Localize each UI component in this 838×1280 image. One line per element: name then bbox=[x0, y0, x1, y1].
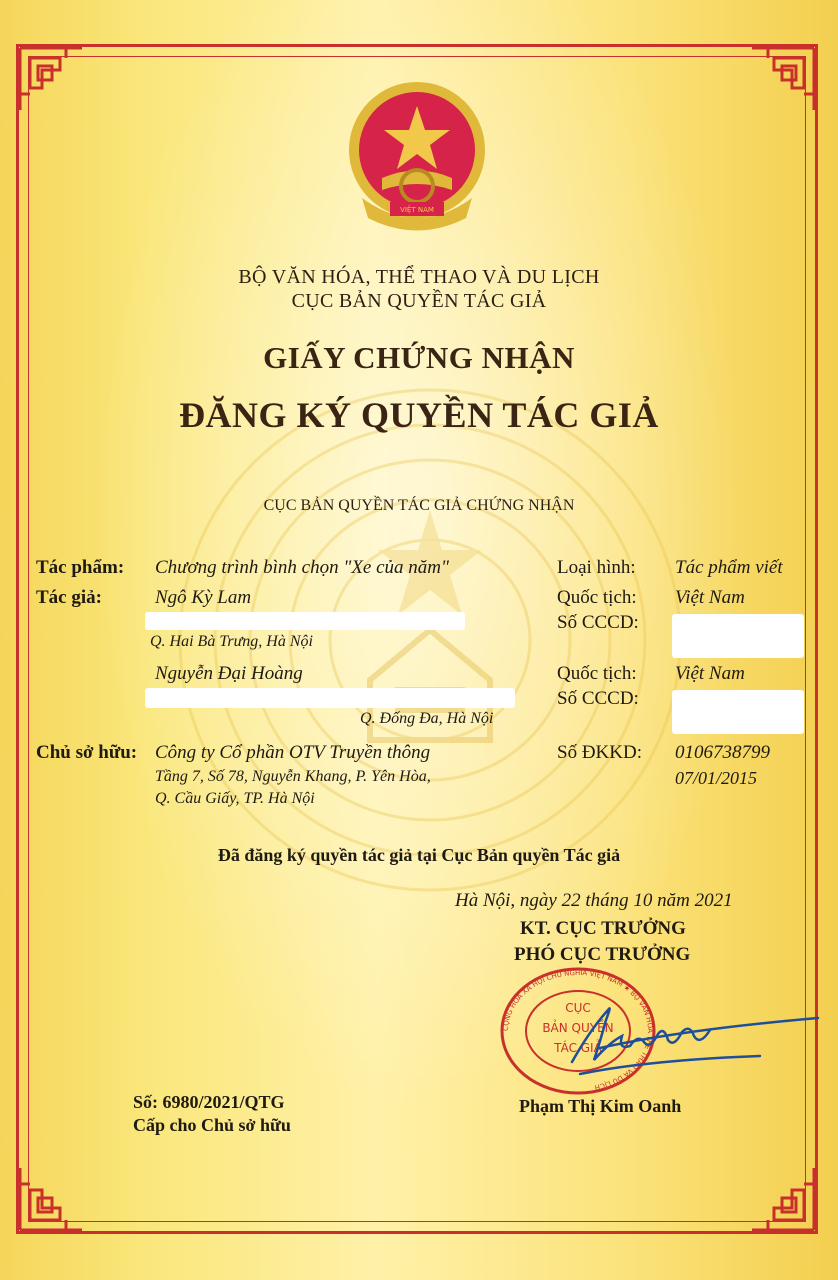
registration-statement: Đã đăng ký quyền tác giả tại Cục Bản quyền Tác giả bbox=[217, 845, 621, 865]
redaction-box bbox=[672, 690, 804, 734]
nationality-value: Việt Nam bbox=[675, 587, 745, 608]
owner-label: Chủ sở hữu: bbox=[36, 742, 138, 763]
author-address: Q. Đống Đa, Hà Nội bbox=[360, 710, 494, 727]
handwritten-signature bbox=[560, 990, 828, 1080]
on-behalf-title: KT. CỤC TRƯỞNG bbox=[520, 918, 686, 939]
owner-address-line1: Tầng 7, Số 78, Nguyễn Khang, P. Yên Hòa, bbox=[155, 768, 431, 785]
redaction-box bbox=[672, 614, 804, 658]
business-reg-date: 07/01/2015 bbox=[675, 768, 758, 788]
emblem-ribbon-text: VIỆT NAM bbox=[400, 206, 434, 214]
corner-ornament-icon bbox=[748, 44, 818, 114]
business-reg-number: 0106738799 bbox=[675, 742, 770, 763]
work-type-label: Loại hình: bbox=[557, 557, 636, 578]
seal-text: BẢN QUYỀN bbox=[542, 1021, 614, 1035]
nationality-value: Việt Nam bbox=[675, 663, 745, 684]
certificate-subtitle: ĐĂNG KÝ QUYỀN TÁC GIẢ bbox=[179, 395, 659, 435]
seal-text: TÁC GIẢ bbox=[554, 1041, 602, 1055]
work-title: Chương trình bình chọn "Xe của năm" bbox=[155, 557, 449, 578]
ministry-name: BỘ VĂN HÓA, THỂ THAO VÀ DU LỊCH bbox=[238, 266, 600, 288]
id-number-label: Số CCCD: bbox=[557, 612, 639, 633]
certificate-title: GIẤY CHỨNG NHẬN bbox=[263, 340, 575, 375]
work-type-value: Tác phẩm viết bbox=[675, 557, 783, 578]
owner-name: Công ty Cổ phần OTV Truyền thông bbox=[155, 742, 431, 763]
signer-name: Phạm Thị Kim Oanh bbox=[519, 1096, 682, 1116]
redaction-box bbox=[145, 612, 465, 630]
work-label: Tác phẩm: bbox=[36, 557, 125, 578]
nationality-label: Quốc tịch: bbox=[557, 587, 637, 608]
corner-ornament-icon bbox=[16, 1164, 86, 1234]
issued-to: Cấp cho Chủ sở hữu bbox=[133, 1115, 291, 1135]
seal-ring-text: CỘNG HÒA XÃ HỘI CHỦ NGHĨA VIỆT NAM ★ BỘ VĂN HÓA THỂ THAO VÀ DU LỊCH bbox=[501, 968, 655, 1092]
id-number-label: Số CCCD: bbox=[557, 688, 639, 709]
author-address: Q. Hai Bà Trưng, Hà Nội bbox=[150, 633, 313, 650]
department-name: CỤC BẢN QUYỀN TÁC GIẢ bbox=[291, 290, 547, 312]
business-reg-label: Số ĐKKD: bbox=[557, 742, 642, 763]
issue-place-date: Hà Nội, ngày 22 tháng 10 năm 2021 bbox=[455, 890, 733, 911]
deputy-director-title: PHÓ CỤC TRƯỞNG bbox=[514, 944, 691, 965]
certifies-statement: CỤC BẢN QUYỀN TÁC GIẢ CHỨNG NHẬN bbox=[263, 497, 575, 514]
redaction-box bbox=[145, 688, 515, 708]
author-name: Nguyễn Đại Hoàng bbox=[155, 663, 303, 684]
author-label: Tác giả: bbox=[36, 587, 102, 608]
corner-ornament-icon bbox=[748, 1164, 818, 1234]
author-name: Ngô Kỳ Lam bbox=[155, 587, 252, 608]
seal-text: CỤC bbox=[565, 1001, 591, 1015]
nationality-label: Quốc tịch: bbox=[557, 663, 637, 684]
corner-ornament-icon bbox=[16, 44, 86, 114]
owner-address-line2: Q. Cầu Giấy, TP. Hà Nội bbox=[155, 790, 315, 807]
national-emblem-icon bbox=[342, 78, 492, 233]
certificate-number: Số: 6980/2021/QTG bbox=[133, 1092, 285, 1112]
